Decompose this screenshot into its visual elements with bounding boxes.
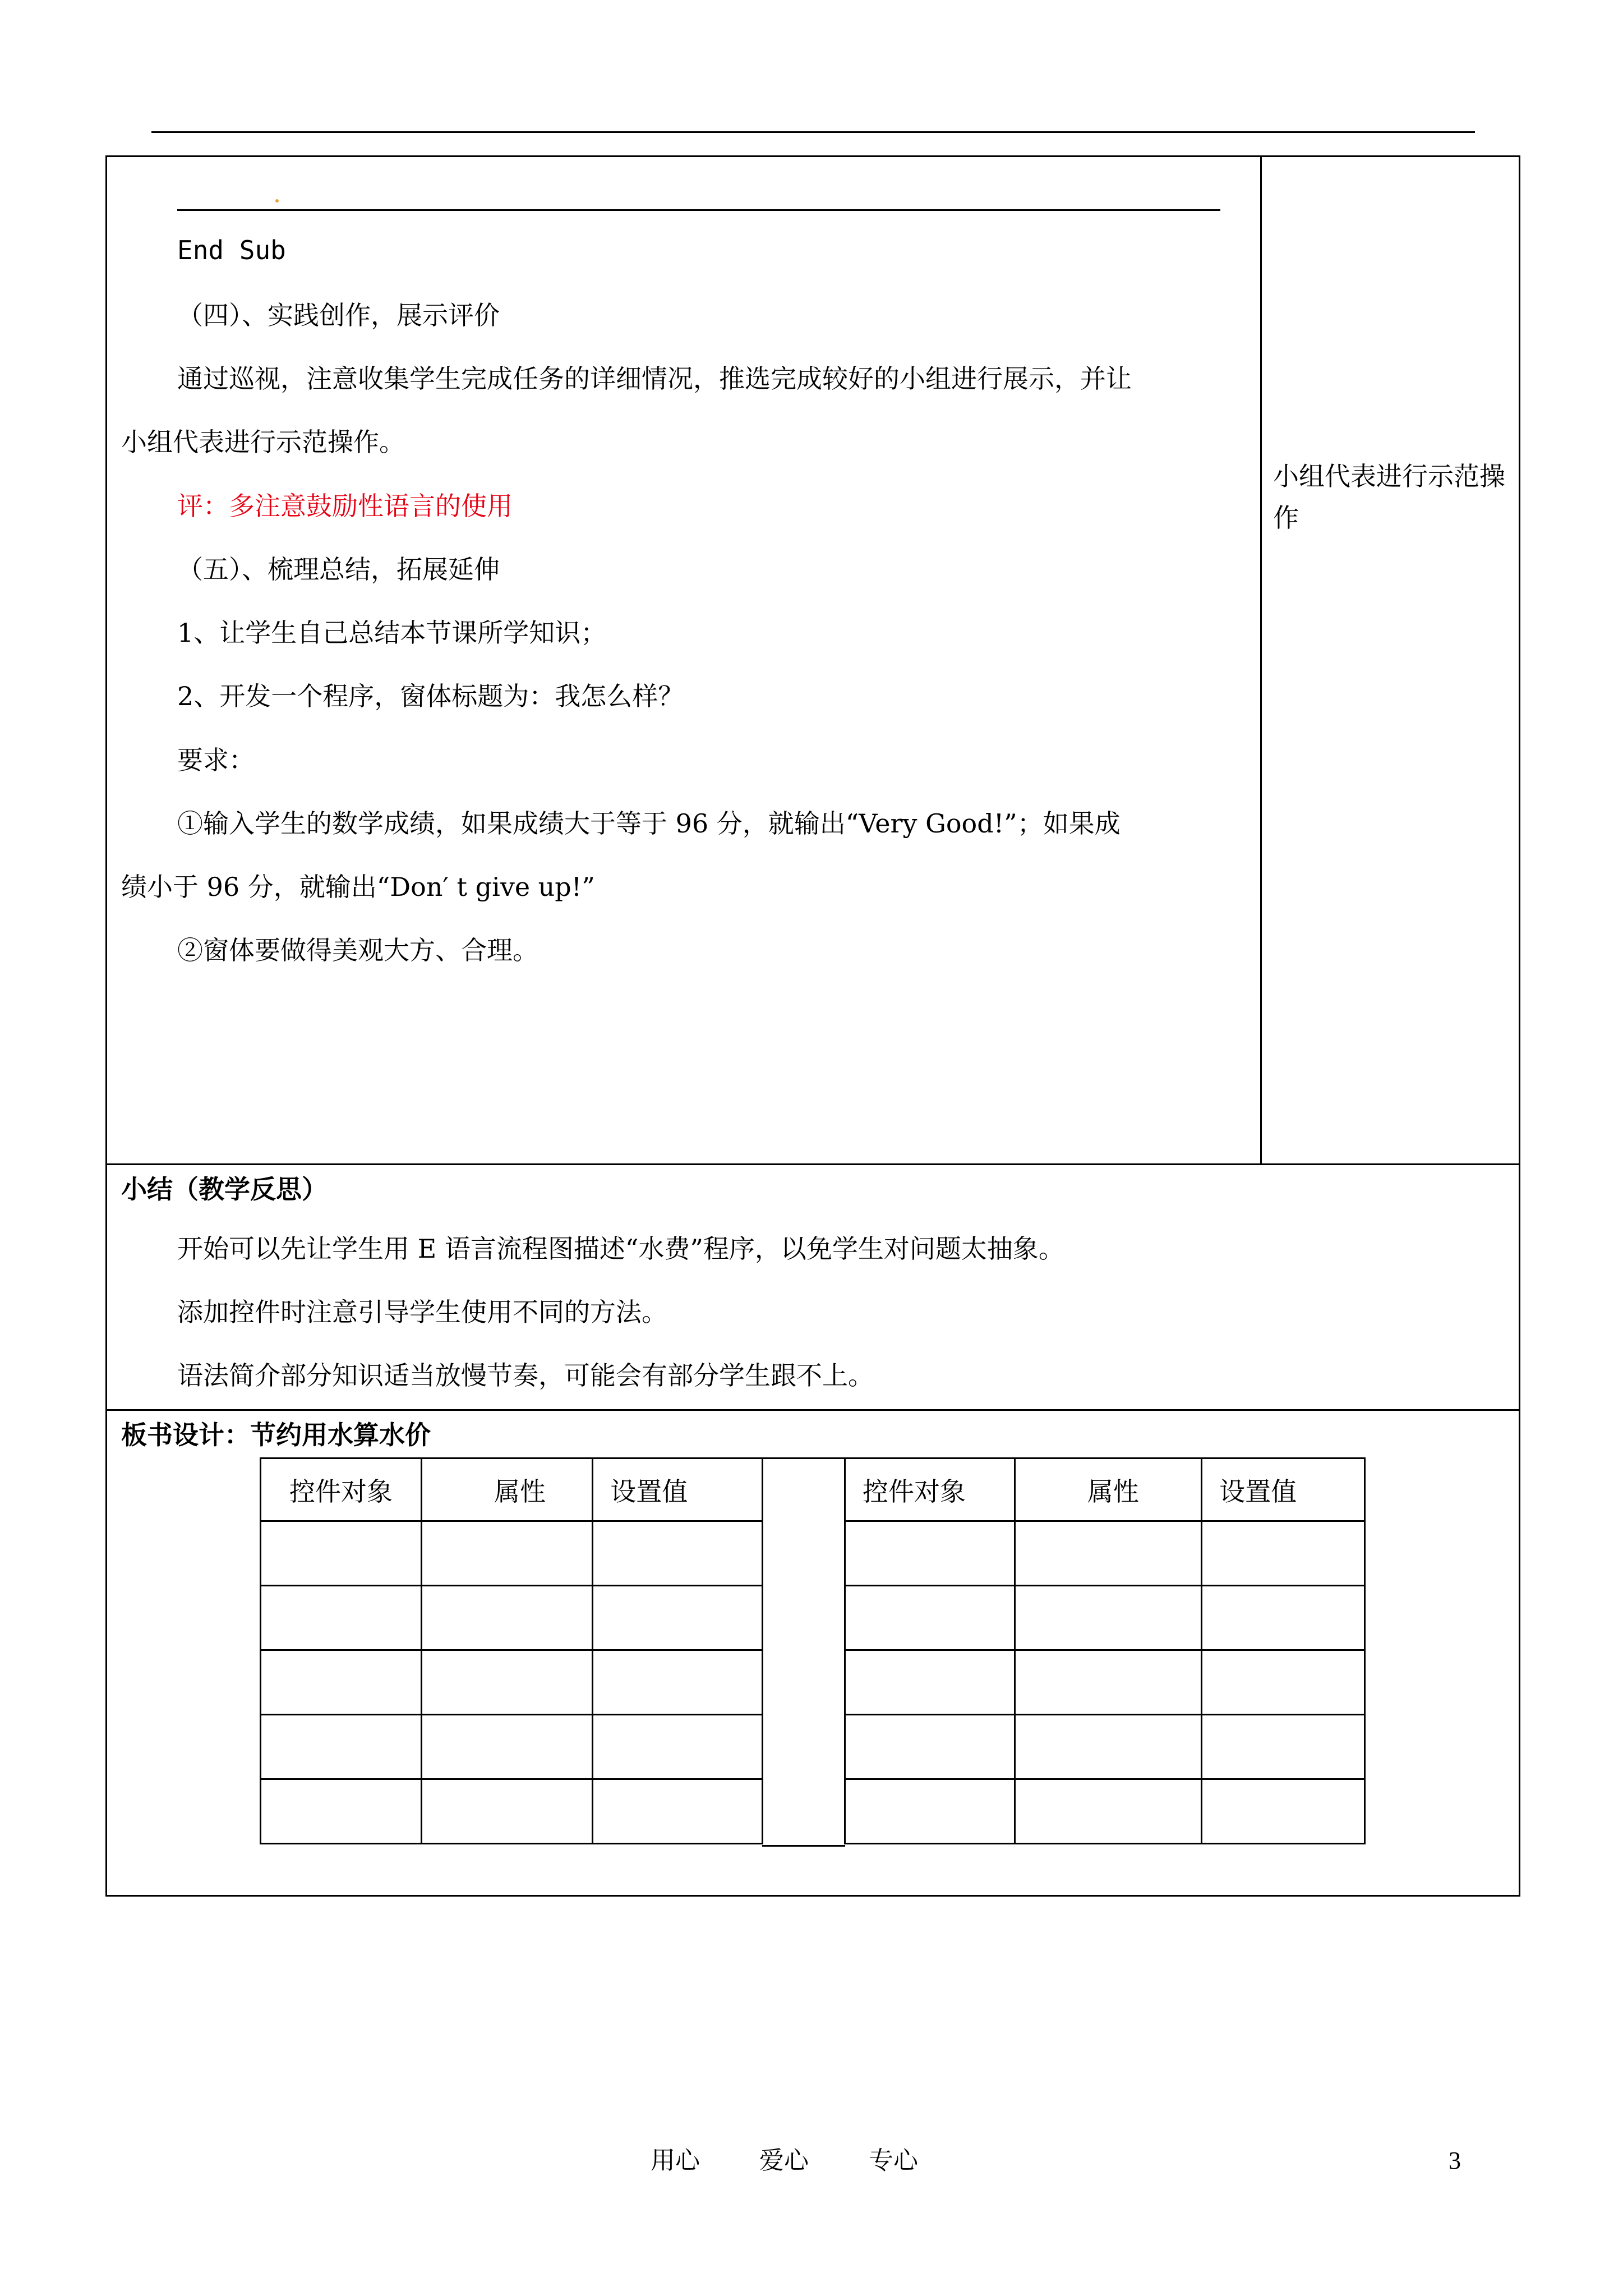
table-cell <box>593 1521 763 1586</box>
requirement-1-line2: 绩小于 96 分，就输出“Don′ t give up!” <box>121 872 595 902</box>
table-cell <box>1202 1521 1365 1586</box>
board-row-divider <box>105 1409 1520 1411</box>
notes-column-divider <box>1260 155 1262 1163</box>
section4-title: （四）、实践创作，展示评价 <box>177 300 500 330</box>
table-cell <box>1015 1586 1201 1650</box>
table-cell <box>845 1521 1015 1586</box>
section4-body-line2: 小组代表进行示范操作。 <box>121 427 405 457</box>
section5-title: （五）、梳理总结，拓展延伸 <box>177 554 500 585</box>
table-cell <box>261 1650 422 1715</box>
summary-line-2: 添加控件时注意引导学生使用不同的方法。 <box>177 1297 667 1327</box>
summary-title: 小结（教学反思） <box>121 1174 328 1204</box>
table-cell <box>261 1586 422 1650</box>
requirements-title: 要求： <box>177 745 255 775</box>
requirement-1-line1: ①输入学生的数学成绩，如果成绩大于等于 96 分，就输出“Very Good!”；如果成 <box>177 808 1121 839</box>
table-cell <box>593 1779 763 1844</box>
board-design-title: 板书设计：节约用水算水价 <box>121 1420 431 1450</box>
table-cell <box>845 1715 1015 1779</box>
table-cell <box>261 1521 422 1586</box>
task-item-1: 1、让学生自己总结本节课所学知识； <box>177 618 607 648</box>
header-control-object: 控件对象 <box>261 1458 422 1521</box>
table-cell <box>421 1779 592 1844</box>
header-set-value: 设置值 <box>1202 1458 1365 1521</box>
footer-item-1: 用心 <box>651 2146 700 2175</box>
table-cell <box>845 1586 1015 1650</box>
requirement-2: ②窗体要做得美观大方、合理。 <box>177 935 538 965</box>
summary-line-1: 开始可以先让学生用 E 语言流程图描述“水费”程序，以免学生对问题太抽象。 <box>177 1234 1064 1264</box>
code-separator-rule <box>177 209 1220 211</box>
summary-row-divider <box>105 1163 1520 1165</box>
page-number: 3 <box>1449 2147 1461 2174</box>
table-cell <box>593 1650 763 1715</box>
board-table-left <box>260 1457 763 1844</box>
table-cell <box>1202 1715 1365 1779</box>
table-cell <box>1015 1715 1201 1779</box>
footer-item-3: 专心 <box>869 2146 918 2175</box>
summary-line-3: 语法简介部分知识适当放慢节奏，可能会有部分学生跟不上。 <box>177 1360 874 1391</box>
footer-item-2: 爱心 <box>759 2146 809 2175</box>
table-cell <box>1202 1779 1365 1844</box>
teacher-comment: 评：多注意鼓励性语言的使用 <box>177 491 513 521</box>
decorative-dot <box>275 199 279 203</box>
table-cell <box>1202 1586 1365 1650</box>
table-cell <box>421 1586 592 1650</box>
section4-body-line1: 通过巡视，注意收集学生完成任务的详细情况，推选完成较好的小组进行展示，并让 <box>177 364 1132 394</box>
table-cell <box>1202 1650 1365 1715</box>
table-cell <box>421 1521 592 1586</box>
board-table-gap <box>762 1457 845 1847</box>
side-note: 小组代表进行示范操作 <box>1273 461 1505 533</box>
table-cell <box>421 1650 592 1715</box>
table-cell <box>1015 1521 1201 1586</box>
table-cell <box>845 1650 1015 1715</box>
table-cell <box>593 1586 763 1650</box>
table-cell <box>421 1715 592 1779</box>
code-end-sub: End Sub <box>177 235 286 265</box>
header-property: 属性 <box>1015 1458 1201 1521</box>
board-table-right <box>844 1457 1366 1844</box>
header-property: 属性 <box>421 1458 592 1521</box>
table-cell <box>1015 1779 1201 1844</box>
header-set-value: 设置值 <box>593 1458 763 1521</box>
table-cell <box>845 1779 1015 1844</box>
page-header-rule <box>151 131 1475 133</box>
table-cell <box>261 1715 422 1779</box>
table-cell <box>1015 1650 1201 1715</box>
table-cell <box>593 1715 763 1779</box>
header-control-object: 控件对象 <box>845 1458 1015 1521</box>
table-cell <box>261 1779 422 1844</box>
task-item-2: 2、开发一个程序，窗体标题为：我怎么样？ <box>177 681 684 711</box>
